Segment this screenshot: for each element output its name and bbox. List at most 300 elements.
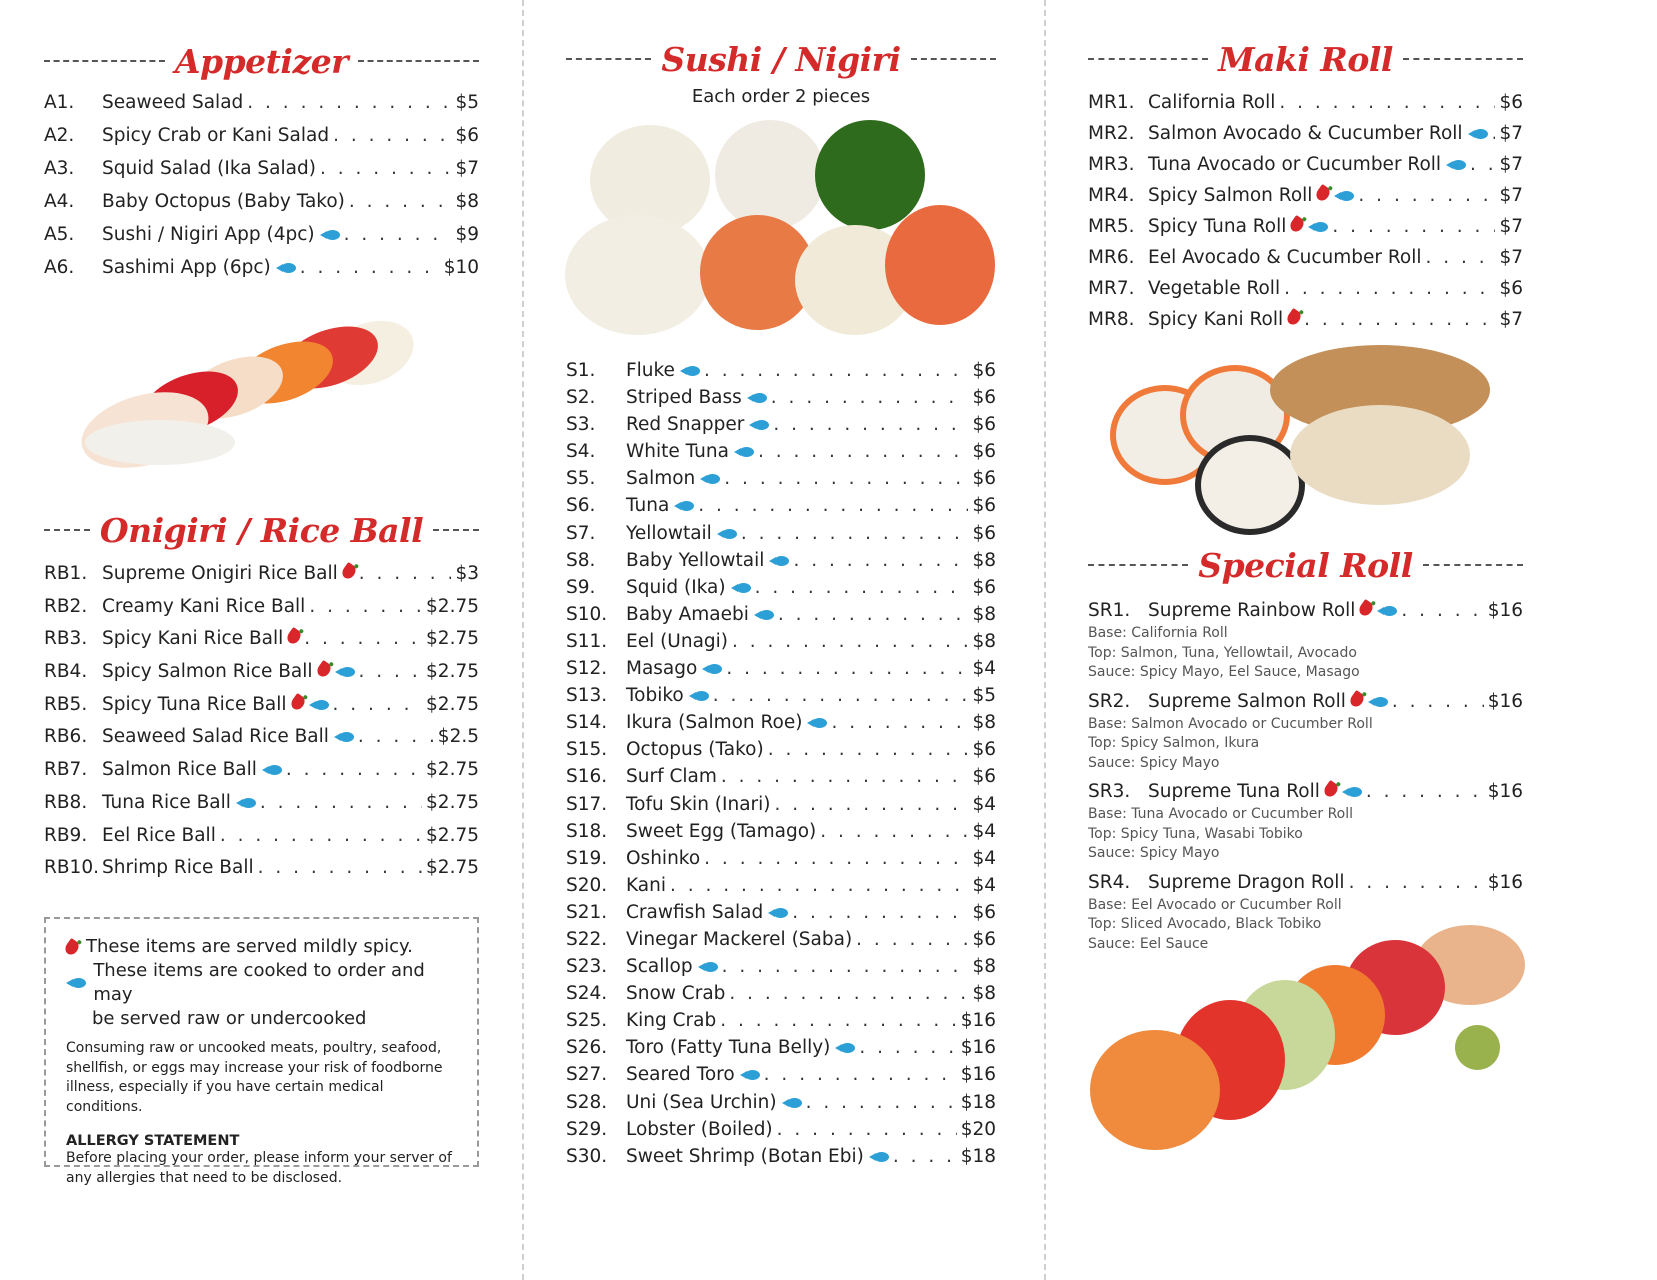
menu-item — [566, 794, 996, 821]
onigiri-section — [44, 505, 479, 890]
fish-icon — [782, 1098, 802, 1108]
section-subtitle: Each order 2 pieces — [691, 86, 871, 107]
menu-item — [1088, 600, 1523, 683]
fish-icon — [768, 908, 788, 918]
dot-leader — [722, 956, 969, 977]
fish-icon — [731, 583, 751, 593]
item-name: Fluke — [626, 360, 675, 381]
fish-icon — [717, 529, 737, 539]
item-name: Yellowtail — [626, 522, 712, 544]
menu-item-row — [1088, 123, 1523, 154]
dot-leader — [1470, 154, 1495, 175]
menu-item-row — [44, 563, 479, 596]
item-name: Masago — [626, 658, 698, 680]
menu-item-row — [566, 712, 996, 739]
menu-item — [566, 550, 996, 577]
menu-item-row — [1088, 216, 1523, 247]
item-name: King Crab — [626, 1010, 717, 1032]
item-code: MR2. — [1088, 123, 1135, 144]
menu-item — [44, 191, 479, 224]
item-name: California Roll — [1148, 92, 1276, 113]
raw-legend-text-cont: be served raw or undercooked — [92, 1008, 367, 1029]
item-price: $8 — [455, 191, 479, 212]
menu-item-row — [44, 792, 479, 825]
item-code: S24. — [566, 983, 608, 1005]
dot-leader — [726, 658, 968, 679]
menu-item-row — [566, 360, 996, 387]
item-price: $8 — [972, 712, 996, 734]
section-header — [44, 505, 479, 555]
menu-item-row — [566, 929, 996, 956]
item-price: $2.75 — [426, 628, 479, 650]
menu-item — [44, 158, 479, 191]
section-title: Appetizer — [174, 41, 349, 81]
menu-item-row — [1088, 185, 1523, 216]
dot-leader — [732, 631, 968, 652]
item-code: S7. — [566, 522, 596, 544]
dot-leader — [773, 414, 968, 435]
menu-item — [566, 1064, 996, 1091]
menu-item-row — [566, 902, 996, 929]
item-name: Supreme Dragon Roll — [1148, 871, 1345, 893]
fish-icon — [698, 962, 718, 972]
dot-leader — [778, 604, 969, 625]
item-code: S30. — [566, 1145, 608, 1167]
item-name: Spicy Crab or Kani Salad — [102, 125, 330, 146]
menu-item — [1088, 278, 1523, 309]
item-price: $8 — [972, 630, 996, 652]
item-name: Supreme Rainbow Roll — [1148, 600, 1356, 621]
chili-pepper-icon — [1348, 689, 1366, 708]
dot-leader — [1401, 600, 1483, 621]
item-code: MR1. — [1088, 92, 1135, 113]
item-price: $7 — [1499, 185, 1523, 206]
item-code: S15. — [566, 739, 608, 761]
item-price: $6 — [972, 468, 996, 490]
item-price: $2.75 — [426, 824, 479, 846]
item-code: RB3. — [44, 628, 88, 650]
item-code: RB1. — [44, 563, 88, 584]
dot-leader — [859, 1037, 956, 1058]
item-name: Striped Bass — [626, 387, 742, 409]
item-name: Supreme Salmon Roll — [1148, 690, 1346, 712]
menu-item — [566, 631, 996, 658]
item-price: $7 — [1499, 216, 1523, 237]
spicy-legend — [66, 935, 457, 959]
menu-item — [44, 661, 479, 694]
item-code: MR4. — [1088, 185, 1135, 206]
section-title: Sushi / Nigiri — [661, 39, 901, 79]
item-price: $6 — [972, 766, 996, 788]
menu-item-row — [44, 759, 479, 792]
item-price: $4 — [972, 820, 996, 842]
menu-item — [44, 759, 479, 792]
item-price: $16 — [1487, 781, 1523, 802]
item-name: Sweet Shrimp (Botan Ebi) — [626, 1145, 864, 1167]
item-code: MR3. — [1088, 154, 1135, 175]
dot-leader — [1284, 278, 1495, 299]
section-title: Special Roll — [1198, 545, 1413, 585]
item-name: Oshinko — [626, 847, 701, 869]
fish-icon — [674, 501, 694, 511]
item-code: S27. — [566, 1064, 608, 1086]
item-code: S26. — [566, 1037, 608, 1059]
item-code: S3. — [566, 414, 596, 436]
menu-item-row — [566, 766, 996, 793]
dot-leader — [1349, 872, 1484, 893]
fish-icon — [309, 700, 329, 710]
menu-item-row — [44, 628, 479, 661]
section-title: Onigiri / Rice Ball — [99, 510, 424, 550]
item-price: $2.5 — [437, 726, 479, 748]
fish-icon — [335, 667, 355, 677]
item-description: Top: Spicy Salmon, Ikura — [1088, 735, 1260, 751]
item-price: $16 — [1487, 600, 1523, 621]
fish-icon — [749, 420, 769, 430]
menu-item — [566, 523, 996, 550]
maki-roll-photo — [1110, 325, 1495, 535]
item-price: $2.75 — [426, 857, 479, 879]
raw-legend — [66, 959, 457, 1007]
item-code: S29. — [566, 1118, 608, 1140]
item-name: Lobster (Boiled) — [626, 1118, 773, 1140]
item-code: A4. — [44, 191, 75, 212]
menu-item — [1088, 216, 1523, 247]
dot-leader — [724, 468, 968, 489]
dot-leader — [768, 739, 969, 760]
item-price: $7 — [1499, 154, 1523, 175]
menu-item-row — [1088, 92, 1523, 123]
menu-item — [44, 825, 479, 858]
dietary-notice — [44, 917, 479, 1186]
item-code: A3. — [44, 158, 75, 179]
fish-icon — [1368, 697, 1388, 707]
fish-icon — [835, 1043, 855, 1053]
item-name: Snow Crab — [626, 983, 726, 1005]
fish-icon — [807, 718, 827, 728]
item-price: $4 — [972, 658, 996, 680]
fish-icon — [702, 664, 722, 674]
item-price: $6 — [972, 901, 996, 923]
menu-item-row — [44, 158, 479, 191]
item-price: $16 — [960, 1064, 996, 1086]
item-code: S10. — [566, 603, 608, 625]
menu-item — [566, 1010, 996, 1037]
item-name: Supreme Tuna Roll — [1148, 781, 1320, 802]
dot-leader — [820, 821, 968, 842]
menu-item — [566, 983, 996, 1010]
menu-item-row — [1088, 247, 1523, 278]
item-code: S28. — [566, 1091, 608, 1113]
menu-item-row — [44, 596, 479, 629]
item-name: Tofu Skin (Inari) — [626, 793, 771, 815]
item-description: Sauce: Spicy Mayo — [1088, 754, 1220, 771]
item-code: S4. — [566, 441, 596, 463]
chili-pepper-icon — [1322, 780, 1340, 799]
chili-pepper-icon — [1314, 184, 1332, 203]
item-name: Uni (Sea Urchin) — [626, 1091, 777, 1113]
item-price: $5 — [455, 92, 479, 113]
fish-icon — [747, 393, 767, 403]
menu-item-row — [44, 92, 479, 125]
dot-leader — [1392, 691, 1484, 712]
item-name: Salmon Avocado & Cucumber Roll — [1148, 123, 1463, 144]
dot-leader — [1358, 185, 1495, 206]
item-name: Vinegar Mackerel (Saba) — [626, 928, 853, 950]
section-header — [1088, 34, 1523, 84]
item-code: MR7. — [1088, 278, 1135, 299]
menu-item — [566, 766, 996, 793]
item-code: RB2. — [44, 595, 88, 617]
sushi-section — [566, 34, 996, 107]
item-price: $6 — [455, 125, 479, 146]
column-divider — [1044, 0, 1046, 1280]
item-name: Eel (Unagi) — [626, 630, 729, 652]
appetizer-section — [44, 36, 479, 290]
menu-item-row — [44, 661, 479, 694]
menu-item-row — [566, 604, 996, 631]
menu-item-row — [566, 1146, 996, 1173]
fish-icon — [1468, 129, 1488, 139]
fish-icon — [276, 263, 296, 273]
item-price: $5 — [972, 685, 996, 707]
menu-item — [1088, 781, 1523, 864]
item-price: $8 — [972, 603, 996, 625]
fish-icon — [734, 447, 754, 457]
item-code: S21. — [566, 901, 608, 923]
item-code: S6. — [566, 495, 596, 517]
menu-item-row — [566, 441, 996, 468]
item-description: Base: California Roll — [1088, 625, 1228, 641]
dot-leader — [721, 766, 969, 787]
chili-pepper-icon — [340, 562, 358, 581]
menu-item-row — [566, 956, 996, 983]
menu-item-row — [44, 257, 479, 290]
menu-item-row — [1088, 872, 1523, 896]
item-code: SR1. — [1088, 600, 1131, 621]
item-price: $16 — [1487, 690, 1523, 712]
item-description: Sauce: Eel Sauce — [1088, 935, 1209, 952]
menu-item — [44, 125, 479, 158]
dot-leader — [300, 257, 440, 278]
item-price: $8 — [972, 956, 996, 978]
item-code: S2. — [566, 387, 596, 409]
item-code: S1. — [566, 360, 596, 381]
item-code: A5. — [44, 224, 75, 245]
item-name: Baby Amaebi — [626, 603, 749, 625]
menu-item — [566, 604, 996, 631]
item-name: Shrimp Rice Ball — [102, 857, 254, 879]
item-price: $7 — [1499, 247, 1523, 268]
menu-item-row — [1088, 278, 1523, 309]
dot-leader — [258, 857, 422, 878]
dot-leader — [704, 848, 968, 869]
item-price: $18 — [960, 1145, 996, 1167]
fish-icon — [869, 1152, 889, 1162]
menu-item — [1088, 247, 1523, 278]
item-price: $2.75 — [426, 661, 479, 683]
item-code: MR6. — [1088, 247, 1135, 268]
consumption-warning: Consuming raw or uncooked meats, poultry, seafood, shellfish, or eggs may increase your risk of foodborne illness, especially if you have certain medical conditions. — [66, 1040, 443, 1115]
item-description: Base: Eel Avocado or Cucumber Roll — [1088, 896, 1342, 913]
dot-leader — [349, 191, 452, 212]
item-price: $20 — [960, 1118, 996, 1140]
item-price: $8 — [972, 983, 996, 1005]
item-code: S9. — [566, 576, 596, 598]
item-name: Tuna Avocado or Cucumber Roll — [1148, 154, 1442, 175]
nigiri-photo — [80, 315, 425, 495]
item-name: Scallop — [626, 956, 693, 978]
menu-item-row — [44, 726, 479, 759]
item-name: Squid (Ika) — [626, 576, 726, 598]
dot-leader — [771, 387, 969, 408]
chili-pepper-icon — [285, 627, 303, 646]
item-price: $10 — [443, 257, 479, 278]
menu-item-row — [566, 387, 996, 414]
menu-item — [566, 1146, 996, 1173]
menu-item — [1088, 691, 1523, 774]
menu-item-row — [566, 794, 996, 821]
chili-pepper-icon — [1357, 599, 1375, 618]
fish-icon — [320, 230, 340, 240]
menu-item-row — [44, 125, 479, 158]
menu-item-row — [1088, 781, 1523, 805]
menu-item-row — [566, 1092, 996, 1119]
menu-item-row — [566, 983, 996, 1010]
item-name: Spicy Salmon Rice Ball — [102, 661, 313, 683]
menu-item-row — [44, 694, 479, 727]
item-description: Top: Spicy Tuna, Wasabi Tobiko — [1088, 825, 1303, 842]
menu-item-row — [566, 495, 996, 522]
menu-item-row — [566, 1064, 996, 1091]
item-code: S13. — [566, 685, 608, 707]
item-price: $6 — [972, 414, 996, 436]
item-name: Seaweed Salad — [102, 92, 244, 113]
menu-item-row — [44, 857, 479, 890]
menu-item — [44, 857, 479, 890]
item-name: Surf Clam — [626, 766, 717, 788]
item-price: $7 — [1499, 309, 1523, 330]
menu-item-row — [566, 658, 996, 685]
menu-item-row — [1088, 154, 1523, 185]
item-name: Spicy Kani Rice Ball — [102, 628, 284, 650]
item-code: A2. — [44, 125, 75, 146]
menu-item — [44, 257, 479, 290]
fish-icon — [236, 798, 256, 808]
item-price: $2.75 — [426, 595, 479, 617]
item-code: S23. — [566, 956, 608, 978]
item-code: S14. — [566, 712, 608, 734]
dot-leader — [1492, 123, 1496, 144]
item-name: Ikura (Salmon Roe) — [626, 712, 803, 734]
item-price: $7 — [1499, 123, 1523, 144]
item-name: Seaweed Salad Rice Ball — [102, 726, 329, 748]
item-price: $2.75 — [426, 791, 479, 813]
menu-item — [566, 658, 996, 685]
dot-leader — [741, 523, 969, 544]
dot-leader — [856, 929, 968, 950]
item-code: S22. — [566, 928, 608, 950]
menu-item — [566, 468, 996, 495]
item-description: Top: Sliced Avocado, Black Tobiko — [1088, 916, 1322, 932]
item-name: Sashimi App (6pc) — [102, 257, 271, 278]
item-code: S8. — [566, 549, 596, 571]
item-code: S18. — [566, 820, 608, 842]
item-price: $6 — [972, 928, 996, 950]
item-name: Red Snapper — [626, 414, 745, 436]
item-price: $2.75 — [426, 759, 479, 781]
menu-item-row — [566, 1010, 996, 1037]
dot-leader — [309, 596, 422, 617]
fish-icon — [740, 1070, 760, 1080]
item-name: Baby Yellowtail — [626, 549, 765, 571]
dot-leader — [304, 628, 422, 649]
item-code: S5. — [566, 468, 596, 490]
item-code: RB7. — [44, 759, 88, 781]
fish-icon — [689, 691, 709, 701]
dot-leader — [704, 360, 969, 381]
item-name: Salmon — [626, 468, 696, 490]
dot-leader — [729, 983, 968, 1004]
dot-leader — [713, 685, 969, 706]
menu-item — [566, 1092, 996, 1119]
menu-item — [44, 726, 479, 759]
menu-item — [1088, 185, 1523, 216]
item-name: Spicy Tuna Roll — [1148, 216, 1287, 237]
item-price: $16 — [1487, 871, 1523, 893]
dot-leader — [247, 92, 451, 113]
item-description: Sauce: Spicy Mayo, Eel Sauce, Masago — [1088, 664, 1360, 680]
item-description: Base: Tuna Avocado or Cucumber Roll — [1088, 806, 1354, 822]
item-name: Sweet Egg (Tamago) — [626, 820, 817, 842]
menu-item — [566, 685, 996, 712]
dot-leader — [333, 125, 451, 146]
menu-item — [1088, 92, 1523, 123]
item-name: Creamy Kani Rice Ball — [102, 595, 306, 617]
menu-item — [566, 1037, 996, 1064]
menu-item-row — [566, 550, 996, 577]
item-name: Eel Avocado & Cucumber Roll — [1148, 247, 1422, 268]
section-header — [1088, 540, 1523, 590]
item-code: S12. — [566, 658, 608, 680]
item-code: A1. — [44, 92, 75, 113]
item-name: Spicy Kani Roll — [1148, 309, 1284, 330]
item-name: Crawfish Salad — [626, 901, 764, 923]
fish-icon — [1308, 222, 1328, 232]
item-code: S25. — [566, 1010, 608, 1032]
fish-icon — [754, 610, 774, 620]
item-name: Salmon Rice Ball — [102, 759, 257, 781]
item-price: $6 — [972, 739, 996, 761]
menu-item — [44, 563, 479, 596]
dot-leader — [344, 224, 452, 245]
menu-item-row — [566, 577, 996, 604]
menu-item — [566, 577, 996, 604]
item-price: $8 — [972, 549, 996, 571]
menu-item-row — [566, 875, 996, 902]
menu-item-row — [566, 821, 996, 848]
item-code: SR3. — [1088, 781, 1131, 802]
fish-icon — [700, 474, 720, 484]
dot-leader — [320, 158, 452, 179]
menu-item — [566, 821, 996, 848]
item-code: S19. — [566, 847, 608, 869]
fish-icon — [769, 556, 789, 566]
menu-item-row — [44, 191, 479, 224]
item-price: $6 — [972, 360, 996, 381]
dot-leader — [286, 759, 422, 780]
item-name: Kani — [626, 874, 667, 896]
